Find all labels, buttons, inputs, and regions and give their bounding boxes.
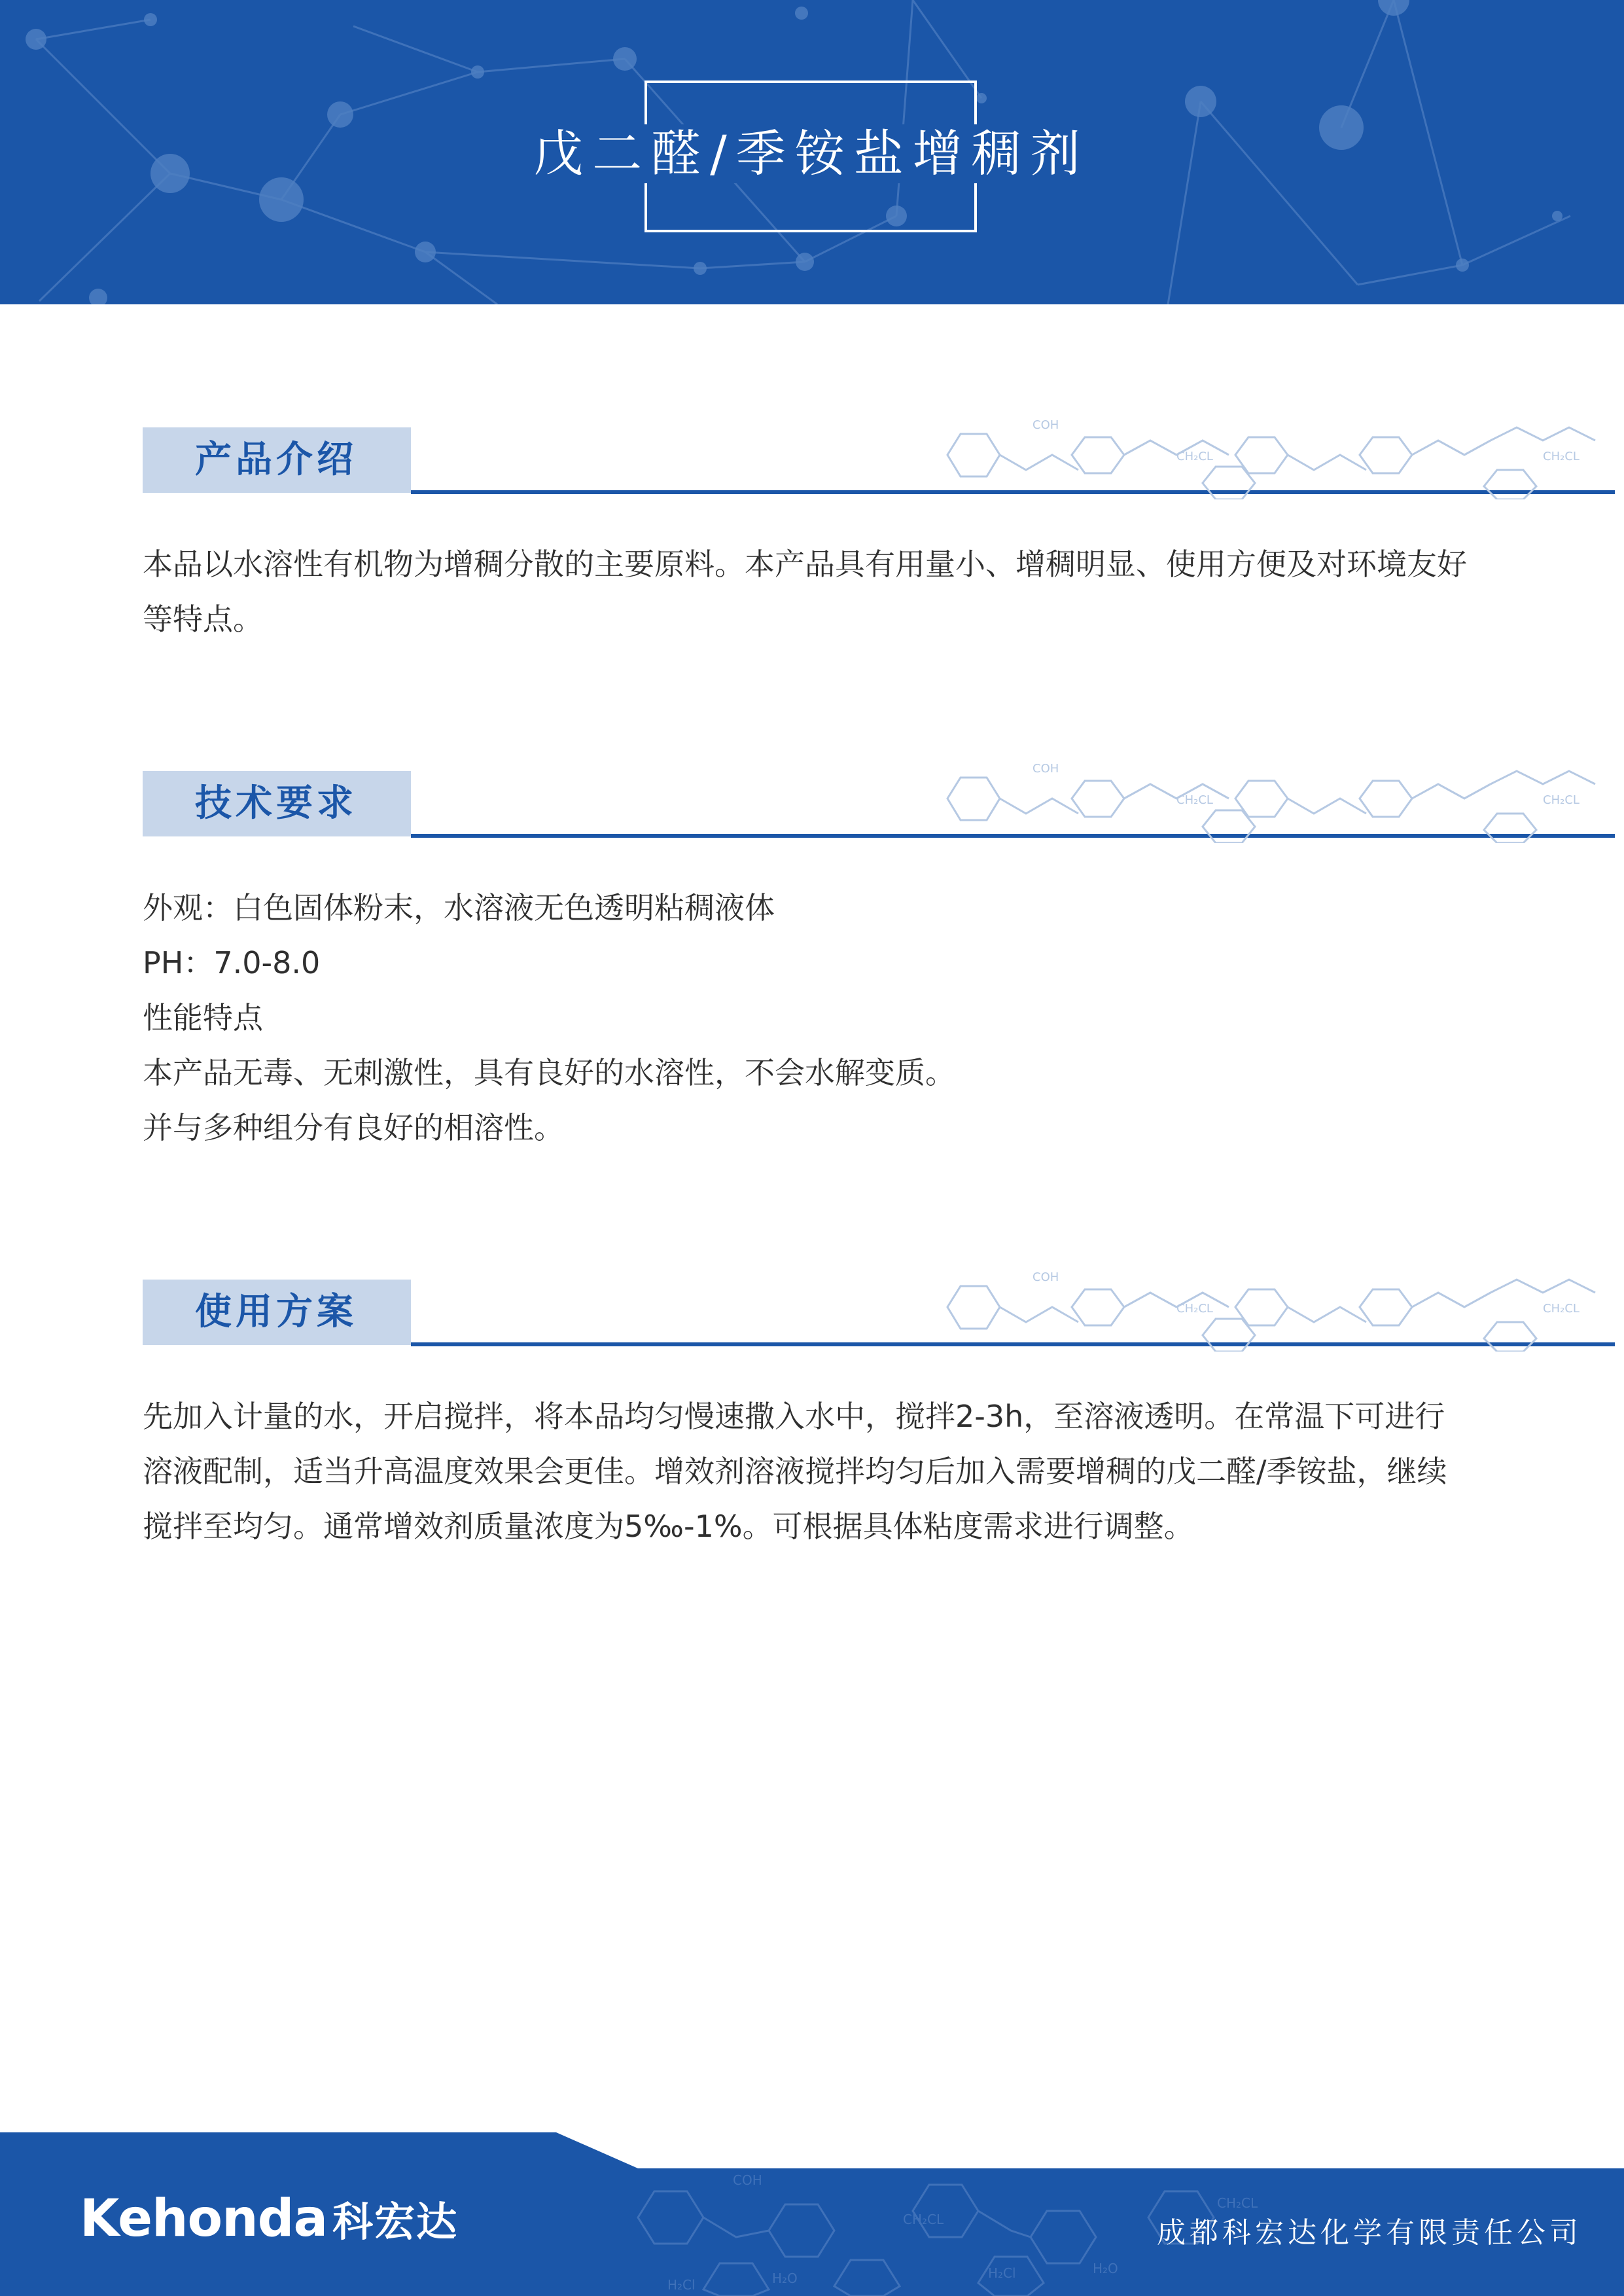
svg-text:COH: COH — [733, 2172, 762, 2188]
intro-paragraph: 本品以水溶性有机物为增稠分散的主要原料。本产品具有用量小、增稠明显、使用方便及对环境友好等特点。 — [143, 547, 1467, 637]
svg-text:COH: COH — [1033, 418, 1059, 432]
list-item: PH：7.0-8.0 — [143, 945, 321, 980]
svg-text:CH₂CL: CH₂CL — [1176, 1302, 1213, 1316]
section-header-tech — [143, 762, 1580, 843]
header-banner — [0, 0, 1624, 304]
svg-text:CH₂CL: CH₂CL — [903, 2212, 944, 2227]
section-title: 技术要求 — [195, 782, 357, 825]
footer-banner — [0, 2132, 1624, 2296]
svg-text:H₂O: H₂O — [1093, 2261, 1118, 2276]
usage-paragraph: 先加入计量的水，开启搅拌，将本品均匀慢速撒入水中，搅拌2-3h，至溶液透明。在常温下可进行溶液配制，适当升高温度效果会更佳。增效剂溶液搅拌均匀后加入需要增稠的戊二醛/季铵盐，继续搅拌至均匀。通常增效剂质量浓度为5‰-1%。可根据具体粘度需求进行调整。 — [143, 1399, 1447, 1544]
chemical-structure-decoration — [934, 758, 1615, 843]
list-item: 外观：白色固体粉末，水溶液无色透明粘稠液体 — [143, 890, 775, 925]
section-title: 产品介绍 — [195, 439, 357, 481]
company-name: 成都科宏达化学有限责任公司 — [1157, 2216, 1582, 2250]
svg-text:CH₂CL: CH₂CL — [1176, 450, 1213, 463]
svg-text:COH: COH — [1033, 1270, 1059, 1284]
svg-text:CH₂CL: CH₂CL — [1543, 793, 1580, 807]
logo-text-cn: 科宏达 — [332, 2198, 459, 2246]
svg-text:CH₂CL: CH₂CL — [1176, 793, 1213, 807]
company-logo — [80, 2186, 458, 2255]
svg-text:CH₂CL: CH₂CL — [1543, 1302, 1580, 1316]
list-item: 本产品无毒、无刺激性，具有良好的水溶性，不会水解变质。 — [143, 1055, 955, 1090]
chemical-structure-decoration — [934, 1266, 1615, 1352]
svg-text:CH₂CL: CH₂CL — [1543, 450, 1580, 463]
section-header-intro — [143, 418, 1580, 499]
list-item: 并与多种组分有良好的相溶性。 — [143, 1110, 564, 1145]
section-title: 使用方案 — [195, 1291, 357, 1333]
svg-text:H₂Cl: H₂Cl — [988, 2265, 1016, 2281]
logo-text-en: Kehonda — [80, 2189, 328, 2248]
svg-text:COH: COH — [1033, 762, 1059, 776]
svg-text:CH₂CL: CH₂CL — [1217, 2195, 1258, 2211]
tech-requirements-list — [143, 880, 1471, 1155]
svg-text:H₂Cl: H₂Cl — [667, 2277, 696, 2293]
svg-text:H₂O: H₂O — [772, 2270, 798, 2286]
page-title: 戊二醛/季铵盐增稠剂 — [523, 124, 1099, 183]
section-header-usage — [143, 1270, 1580, 1352]
list-item: 性能特点 — [143, 1000, 263, 1035]
chemical-structure-decoration — [934, 414, 1615, 499]
